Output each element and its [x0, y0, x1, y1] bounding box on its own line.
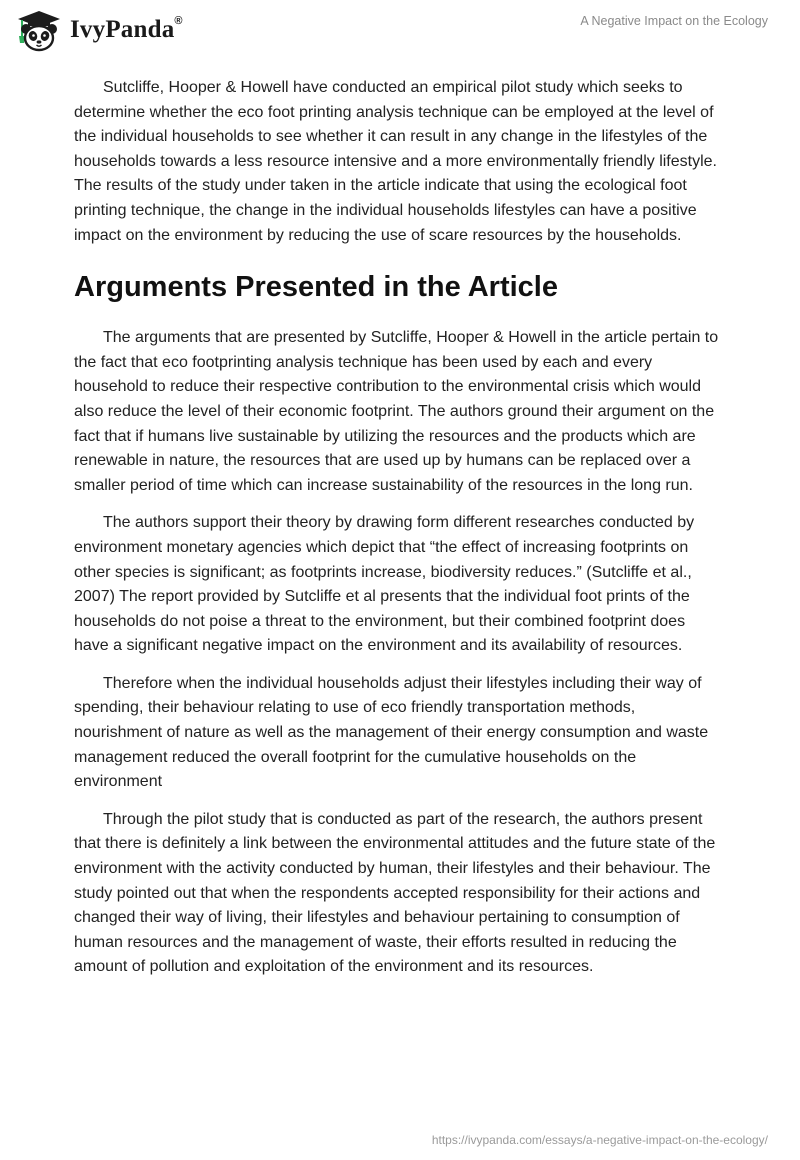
paragraph-pilot-study: Through the pilot study that is conducted as part of the research, the authors present that there is definitely a link between the environmental attitudes and the future state of the environment with the activity conducted by human, their lifestyles and their behaviour. The study pointed out that when the respondents accepted responsibility for their actions and changed their way of living, their lifestyles and behaviour pertaining to consumption of human resources and the management of waste, their efforts resulted in reducing the amount of pollution and exploitation of the environment and its resources.: [74, 810, 716, 976]
paragraph-arguments: The arguments that are presented by Sutcliffe, Hooper & Howell in the article pertain to the fact that eco footprinting analysis technique has been used by each and every household to reduce their respective contribution to the environmental crisis which would also reduce the level of their economic footprint. The authors ground their argument on the fact that if humans live sustainable by utilizing the resources and the products which are renewable in nature, the resources that are used up by humans can be replaced over a smaller period of time which can increase sustainability of the resources in the long run.: [74, 329, 719, 494]
paragraph-intro: Sutcliffe, Hooper & Howell have conducted an empirical pilot study which seeks to determine whether the eco foot printing analysis technique can be employed at the level of the individual households to see whether it can result in any change in the lifestyles of the households towards a less resource intensive and a more environmentally friendly lifestyle. The results of the study under taken in the article indicate that using the ecological foot printing technique, the change in the individual households lifestyles can have a positive impact on the environment by reducing the use of scare resources by the households.: [74, 79, 717, 244]
brand-text: IvyPanda: [70, 16, 175, 43]
paragraph-theory-support: The authors support their theory by drawing form different researches conducted by environment monetary agencies which depict that “the effect of increasing footprints on other species is significant; as footprints increase, biodiversity reduces.” (Sutcliffe et al., 2007) The report provided by Sutcliffe et al presents that the individual foot prints of the households do not poise a threat to the environment, but their combined footprint does have a significant negative impact on the environment and its availability of resources.: [74, 514, 695, 655]
brand-name: [70, 16, 183, 44]
panda-graduate-icon: [14, 9, 64, 53]
document-title: A Negative Impact on the Ecology: [580, 14, 768, 28]
registered-mark: ®: [174, 14, 183, 27]
section-heading: Arguments Presented in the Article: [74, 271, 558, 304]
page-header: [0, 0, 800, 64]
paragraph-lifestyle-adjustment: Therefore when the individual households adjust their lifestyles including their way of spending, their behaviour relating to use of eco friendly transportation methods, nourishment of nature as well as the management of their energy consumption and waste management reduced the overall footprint for the cumulative households on the environment: [74, 674, 709, 791]
ivypanda-logo[interactable]: [14, 9, 183, 53]
source-url[interactable]: https://ivypanda.com/essays/a-negative-impact-on-the-ecology/: [431, 1133, 768, 1147]
essay-content: [74, 76, 724, 993]
